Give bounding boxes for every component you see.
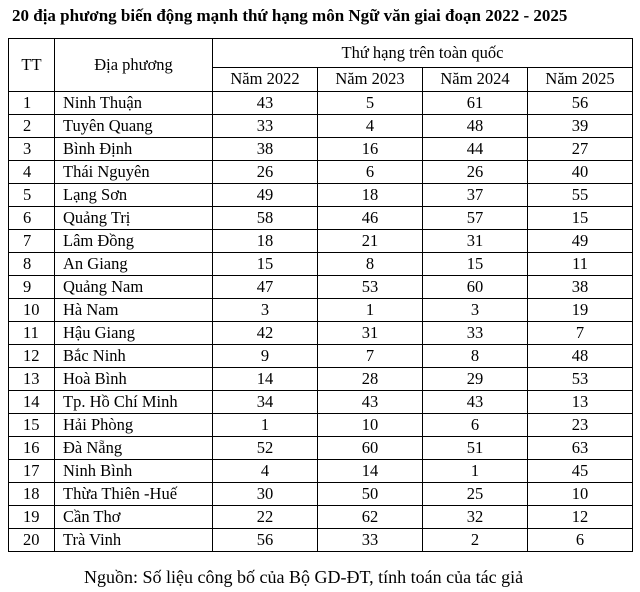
rank-2023: 33 [318, 529, 423, 552]
rank-2022: 43 [213, 92, 318, 115]
rank-2024: 15 [423, 253, 528, 276]
header-national-rank: Thứ hạng trên toàn quốc [213, 39, 633, 68]
rank-2024: 33 [423, 322, 528, 345]
rank-2024: 57 [423, 207, 528, 230]
rank-2022: 33 [213, 115, 318, 138]
rank-2025: 55 [528, 184, 633, 207]
rank-2024: 61 [423, 92, 528, 115]
rank-2025: 15 [528, 207, 633, 230]
rank-2022: 56 [213, 529, 318, 552]
rank-2025: 13 [528, 391, 633, 414]
rank-2022: 34 [213, 391, 318, 414]
header-year-2022: Năm 2022 [213, 67, 318, 91]
row-number: 8 [9, 253, 55, 276]
header-year-2023: Năm 2023 [318, 67, 423, 91]
row-number: 13 [9, 368, 55, 391]
rank-2024: 1 [423, 460, 528, 483]
rank-2023: 28 [318, 368, 423, 391]
rank-2022: 26 [213, 161, 318, 184]
rank-2024: 32 [423, 506, 528, 529]
rank-2022: 42 [213, 322, 318, 345]
rank-2022: 30 [213, 483, 318, 506]
rank-2025: 23 [528, 414, 633, 437]
table-row [9, 276, 633, 299]
rank-2023: 10 [318, 414, 423, 437]
row-number: 5 [9, 184, 55, 207]
rank-2024: 2 [423, 529, 528, 552]
locality-name: Quảng Nam [55, 276, 213, 299]
locality-name: Thừa Thiên -Huế [55, 483, 213, 506]
row-number: 19 [9, 506, 55, 529]
header-year-2025: Năm 2025 [528, 67, 633, 91]
rank-2022: 1 [213, 414, 318, 437]
rank-2022: 22 [213, 506, 318, 529]
rank-2023: 16 [318, 138, 423, 161]
rank-2023: 14 [318, 460, 423, 483]
rank-2025: 10 [528, 483, 633, 506]
table-row [9, 345, 633, 368]
rank-2024: 31 [423, 230, 528, 253]
table-row [9, 207, 633, 230]
rank-2024: 3 [423, 299, 528, 322]
row-number: 15 [9, 414, 55, 437]
rank-2024: 25 [423, 483, 528, 506]
rank-2025: 49 [528, 230, 633, 253]
row-number: 7 [9, 230, 55, 253]
row-number: 17 [9, 460, 55, 483]
rank-2022: 14 [213, 368, 318, 391]
rank-2022: 4 [213, 460, 318, 483]
locality-name: Cần Thơ [55, 506, 213, 529]
row-number: 16 [9, 437, 55, 460]
rank-2025: 7 [528, 322, 633, 345]
rank-2023: 60 [318, 437, 423, 460]
locality-name: Đà Nẵng [55, 437, 213, 460]
table-row [9, 368, 633, 391]
table-body [9, 92, 633, 552]
row-number: 14 [9, 391, 55, 414]
row-number: 6 [9, 207, 55, 230]
rank-2024: 44 [423, 138, 528, 161]
row-number: 3 [9, 138, 55, 161]
rank-2024: 6 [423, 414, 528, 437]
table-row [9, 92, 633, 115]
locality-name: An Giang [55, 253, 213, 276]
rank-2023: 18 [318, 184, 423, 207]
rank-2024: 37 [423, 184, 528, 207]
rank-2023: 4 [318, 115, 423, 138]
rank-2022: 3 [213, 299, 318, 322]
ranking-table [8, 38, 633, 552]
rank-2025: 12 [528, 506, 633, 529]
locality-name: Tuyên Quang [55, 115, 213, 138]
row-number: 10 [9, 299, 55, 322]
rank-2023: 8 [318, 253, 423, 276]
rank-2022: 49 [213, 184, 318, 207]
header-tt: TT [9, 39, 55, 92]
rank-2022: 38 [213, 138, 318, 161]
rank-2023: 46 [318, 207, 423, 230]
rank-2024: 29 [423, 368, 528, 391]
rank-2022: 9 [213, 345, 318, 368]
row-number: 20 [9, 529, 55, 552]
locality-name: Trà Vinh [55, 529, 213, 552]
source-note: Nguồn: Số liệu công bố của Bộ GD-ĐT, tính toán của tác giả [84, 567, 524, 587]
locality-name: Lạng Sơn [55, 184, 213, 207]
locality-name: Hải Phòng [55, 414, 213, 437]
page-title: 20 địa phương biến động mạnh thứ hạng môn Ngữ văn giai đoạn 2022 - 2025 [12, 6, 568, 25]
rank-2022: 52 [213, 437, 318, 460]
rank-2024: 51 [423, 437, 528, 460]
locality-name: Bắc Ninh [55, 345, 213, 368]
rank-2022: 58 [213, 207, 318, 230]
locality-name: Lâm Đồng [55, 230, 213, 253]
header-locality: Địa phương [55, 39, 213, 92]
table-row [9, 322, 633, 345]
rank-2023: 21 [318, 230, 423, 253]
rank-2025: 40 [528, 161, 633, 184]
rank-2024: 26 [423, 161, 528, 184]
row-number: 11 [9, 322, 55, 345]
table-row [9, 161, 633, 184]
rank-2023: 43 [318, 391, 423, 414]
row-number: 12 [9, 345, 55, 368]
locality-name: Thái Nguyên [55, 161, 213, 184]
row-number: 4 [9, 161, 55, 184]
table-row [9, 529, 633, 552]
row-number: 18 [9, 483, 55, 506]
table-row [9, 460, 633, 483]
rank-2023: 53 [318, 276, 423, 299]
rank-2024: 48 [423, 115, 528, 138]
header-year-2024: Năm 2024 [423, 67, 528, 91]
rank-2024: 8 [423, 345, 528, 368]
locality-name: Tp. Hồ Chí Minh [55, 391, 213, 414]
rank-2023: 62 [318, 506, 423, 529]
table-row [9, 506, 633, 529]
rank-2025: 6 [528, 529, 633, 552]
rank-2025: 39 [528, 115, 633, 138]
rank-2025: 63 [528, 437, 633, 460]
table-row [9, 230, 633, 253]
rank-2023: 1 [318, 299, 423, 322]
rank-2025: 48 [528, 345, 633, 368]
table-row [9, 483, 633, 506]
rank-2023: 6 [318, 161, 423, 184]
rank-2022: 18 [213, 230, 318, 253]
rank-2022: 47 [213, 276, 318, 299]
locality-name: Ninh Bình [55, 460, 213, 483]
rank-2022: 15 [213, 253, 318, 276]
rank-2025: 56 [528, 92, 633, 115]
locality-name: Hoà Bình [55, 368, 213, 391]
table-row [9, 115, 633, 138]
rank-2025: 19 [528, 299, 633, 322]
table-row [9, 253, 633, 276]
rank-2023: 5 [318, 92, 423, 115]
table-row [9, 437, 633, 460]
rank-2024: 60 [423, 276, 528, 299]
locality-name: Bình Định [55, 138, 213, 161]
locality-name: Hậu Giang [55, 322, 213, 345]
row-number: 1 [9, 92, 55, 115]
rank-2025: 11 [528, 253, 633, 276]
rank-2025: 38 [528, 276, 633, 299]
table-row [9, 184, 633, 207]
locality-name: Ninh Thuận [55, 92, 213, 115]
row-number: 9 [9, 276, 55, 299]
locality-name: Hà Nam [55, 299, 213, 322]
rank-2025: 27 [528, 138, 633, 161]
rank-2023: 7 [318, 345, 423, 368]
row-number: 2 [9, 115, 55, 138]
table-row [9, 299, 633, 322]
rank-2024: 43 [423, 391, 528, 414]
rank-2025: 45 [528, 460, 633, 483]
rank-2023: 31 [318, 322, 423, 345]
table-row [9, 414, 633, 437]
table-row [9, 391, 633, 414]
table-row [9, 138, 633, 161]
rank-2025: 53 [528, 368, 633, 391]
locality-name: Quảng Trị [55, 207, 213, 230]
rank-2023: 50 [318, 483, 423, 506]
